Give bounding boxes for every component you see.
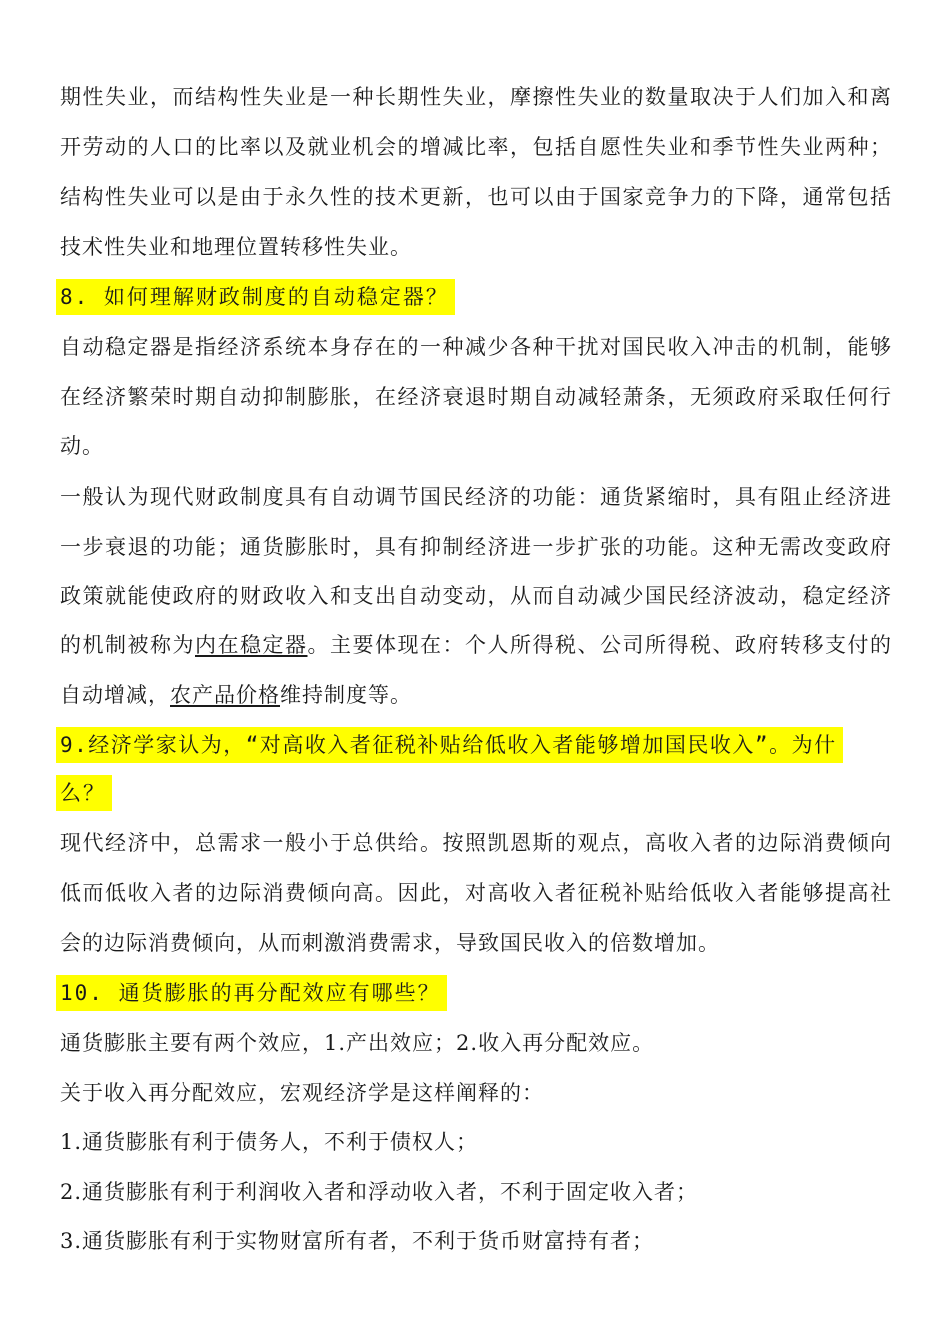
- question-10-heading: 10. 通货膨胀的再分配效应有哪些？: [56, 975, 447, 1011]
- q8-para1-line-3: 动。: [60, 434, 104, 458]
- q9-para-line-3: 会的边际消费倾向，从而刺激消费需求，导致国民收入的倍数增加。: [60, 931, 720, 955]
- q8-para2-line-4: [60, 630, 892, 660]
- question-9-heading-line-1: 9.经济学家认为，“对高收入者征税补贴给低收入者能够增加国民收入”。为什: [56, 727, 843, 763]
- q8-para1-line-2: 在经济繁荣时期自动抑制膨胀，在经济衰退时期自动减轻萧条，无须政府采取任何行: [60, 385, 892, 409]
- q9-para-line-1: 现代经济中，总需求一般小于总供给。按照凯恩斯的观点，高收入者的边际消费倾向: [60, 831, 892, 855]
- intro-line-1: 期性失业，而结构性失业是一种长期性失业，摩擦性失业的数量取决于人们加入和离: [60, 85, 892, 109]
- farm-price-term: 农产品价格: [170, 683, 280, 707]
- intro-line-4: 技术性失业和地理位置转移性失业。: [60, 235, 412, 259]
- intro-line-3: 结构性失业可以是由于永久性的技术更新，也可以由于国家竞争力的下降，通常包括: [60, 185, 892, 209]
- question-8-heading: 8. 如何理解财政制度的自动稳定器？: [56, 279, 455, 315]
- q10-line-2: 关于收入再分配效应，宏观经济学是这样阐释的：: [60, 1081, 544, 1105]
- q8-para2-line-2: 一步衰退的功能；通货膨胀时，具有抑制经济进一步扩张的功能。这种无需改变政府: [60, 535, 892, 559]
- q8-para2-line-5-post: 维持制度等。: [280, 683, 412, 707]
- question-9-heading-line-2: 么？: [56, 775, 112, 811]
- q8-para2-line-5-pre: 自动增减，: [60, 683, 170, 707]
- q10-list-item-3: 3.通货膨胀有利于实物财富所有者，不利于货币财富持有者；: [60, 1229, 655, 1253]
- inner-stabilizer-term: 内在稳定器: [195, 633, 308, 657]
- intro-line-2: 开劳动的人口的比率以及就业机会的增减比率，包括自愿性失业和季节性失业两种；: [60, 135, 892, 159]
- q8-para2-line-4-pre: 的机制被称为: [60, 633, 195, 657]
- q8-para2-line-5: [60, 680, 412, 710]
- q10-list-item-2: 2.通货膨胀有利于利润收入者和浮动收入者，不利于固定收入者；: [60, 1180, 699, 1204]
- q10-list-item-1: 1.通货膨胀有利于债务人，不利于债权人；: [60, 1130, 479, 1154]
- q8-para2-line-3: 政策就能使政府的财政收入和支出自动变动，从而自动减少国民经济波动，稳定经济: [60, 584, 892, 608]
- q8-para2-line-1: 一般认为现代财政制度具有自动调节国民经济的功能：通货紧缩时，具有阻止经济进: [60, 485, 892, 509]
- q9-para-line-2: 低而低收入者的边际消费倾向高。因此，对高收入者征税补贴给低收入者能够提高社: [60, 881, 892, 905]
- q10-line-1: 通货膨胀主要有两个效应，1.产出效应；2.收入再分配效应。: [60, 1031, 655, 1055]
- q8-para2-line-4-post: 。主要体现在：个人所得税、公司所得税、政府转移支付的: [307, 633, 892, 657]
- q8-para1-line-1: 自动稳定器是指经济系统本身存在的一种减少各种干扰对国民收入冲击的机制，能够: [60, 335, 892, 359]
